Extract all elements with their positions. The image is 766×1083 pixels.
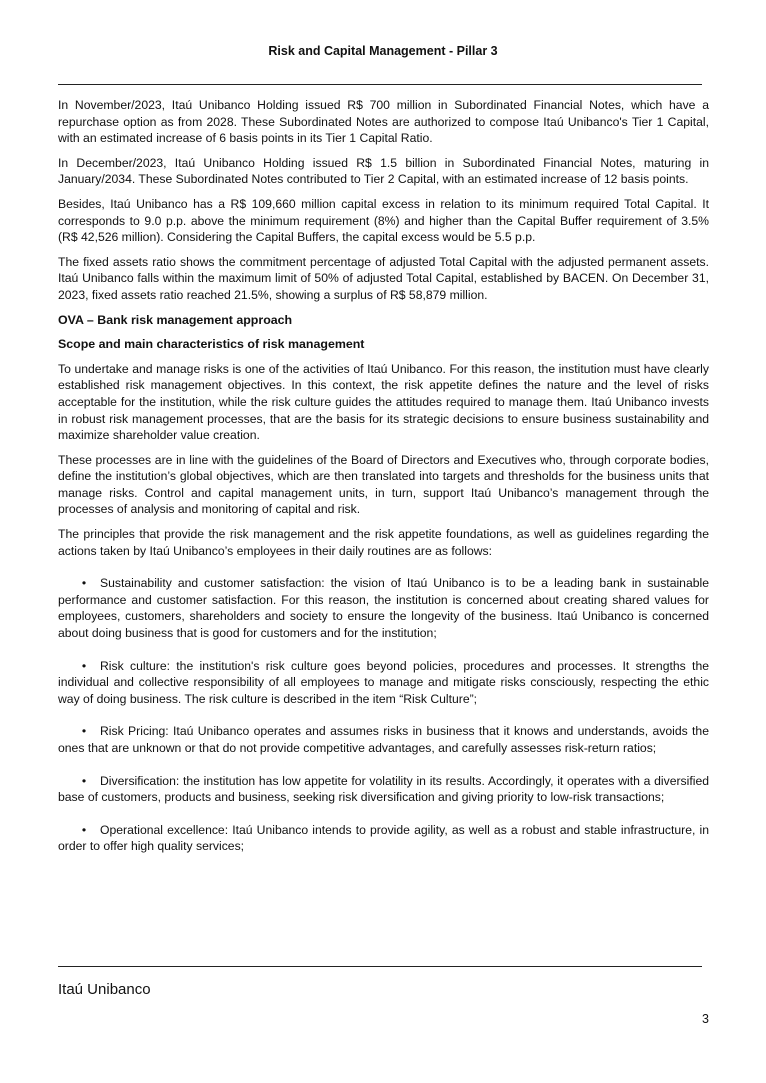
intro-paragraph-3: Besides, Itaú Unibanco has a R$ 109,660 million capital excess in relation to its minimum required Total Capital. It corresponds to 9.0 p.p. above the minimum requirement (8%) and higher than the Capital Buffer requirement of 3.5% (R$ 42,526 million). Considering the Capital Buffers, the capital excess would be 5.5 p.p.: [58, 196, 709, 245]
page-number: 3: [702, 1012, 709, 1026]
list-item-text: Risk culture: the institution's risk culture goes beyond policies, procedures and processes. It strengths the individual and collective responsibility of all employees to manage and mitigate risks consciously, respecting the ethic way of doing business. The risk culture is described in the item “Risk Culture”;: [58, 658, 709, 706]
section-heading: OVA – Bank risk management approach: [58, 312, 293, 327]
bullet-icon: •: [81, 724, 87, 739]
list-item-text: Operational excellence: Itaú Unibanco intends to provide agility, as well as a robust and stable infrastructure, in order to offer high quality services;: [58, 822, 709, 854]
list-item: [58, 822, 709, 855]
header-divider: [58, 84, 702, 85]
principles-list: [58, 575, 709, 855]
list-item: [58, 575, 709, 641]
intro-paragraph-2: In December/2023, Itaú Unibanco Holding issued R$ 1.5 billion in Subordinated Financial Notes, maturing in January/2034. These Subordinated Notes contributed to Tier 2 Capital, with an estimated increase of 12 basis points.: [58, 155, 709, 187]
intro-paragraph-4: The fixed assets ratio shows the commitment percentage of adjusted Total Capital with the adjusted permanent assets. Itaú Unibanco falls within the maximum limit of 50% of adjusted Total Capital, established by BACEN. On December 31, 2023, fixed assets ratio reached 21.5%, showing a surplus of R$ 58,879 million.: [58, 254, 709, 302]
list-item-text: Diversification: the institution has low appetite for volatility in its results. Accordingly, it operates with a diversified base of customers, products and business, seeking risk diversification and giving priority to low-risk transactions;: [58, 773, 709, 805]
footer-divider: [58, 966, 702, 967]
section-paragraph-3: The principles that provide the risk management and the risk appetite foundations, as well as guidelines regarding the actions taken by Itaú Unibanco’s employees in their daily routines are as follows:: [58, 527, 709, 558]
section-paragraph-1: To undertake and manage risks is one of the activities of Itaú Unibanco. For this reason, the institution must have clearly established risk management objectives. In this context, the risk appetite defines the nature and the level of risks acceptable for the institution, while the risk culture guides the attitudes required to manage them. Itaú Unibanco invests in robust risk management processes, that are the basis for its strategic decisions to ensure business sustainability and maximize shareholder value creation.: [58, 361, 709, 443]
page-content: [58, 97, 709, 855]
footer-company-name: Itaú Unibanco: [58, 981, 151, 998]
list-item: [58, 773, 709, 806]
intro-paragraph-1: In November/2023, Itaú Unibanco Holding issued R$ 700 million in Subordinated Financial Notes, which have a repurchase option as from 2028. These Subordinated Notes are authorized to compose Itaú Unibanco's Tier 1 Capital, with an estimated increase of 6 basis points in its Tier 1 Capital Ratio.: [58, 98, 709, 146]
bullet-icon: •: [81, 658, 87, 673]
list-item: [58, 723, 709, 756]
bullet-icon: •: [81, 822, 87, 837]
bullet-icon: •: [81, 773, 87, 788]
list-item-text: Risk Pricing: Itaú Unibanco operates and assumes risks in business that it knows and understands, avoids the ones that are unknown or that do not provide competitive advantages, and carefully assesses risk-return ratios;: [58, 724, 709, 755]
list-item-text: Sustainability and customer satisfaction: the vision of Itaú Unibanco is to be a leading bank in sustainable performance and customer satisfaction. For this reason, the institution is concerned about creating shared values for employees, customers, shareholders and society to ensure the longevity of the business. Itaú Unibanco is concerned about doing business that is good for customers and for the institution;: [58, 576, 709, 641]
page-header-title: Risk and Capital Management - Pillar 3: [268, 44, 498, 58]
list-item: [58, 658, 709, 708]
bullet-icon: •: [81, 576, 87, 591]
section-paragraph-2: These processes are in line with the guidelines of the Board of Directors and Executives who, through corporate bodies, define the institution’s global objectives, which are then translated into targets and thresholds for the business units that manage risks. Control and capital management units, in turn, support Itaú Unibanco’s management through the processes of analysis and monitoring of capital and risk.: [58, 452, 709, 517]
section-subheading: Scope and main characteristics of risk management: [58, 337, 365, 352]
